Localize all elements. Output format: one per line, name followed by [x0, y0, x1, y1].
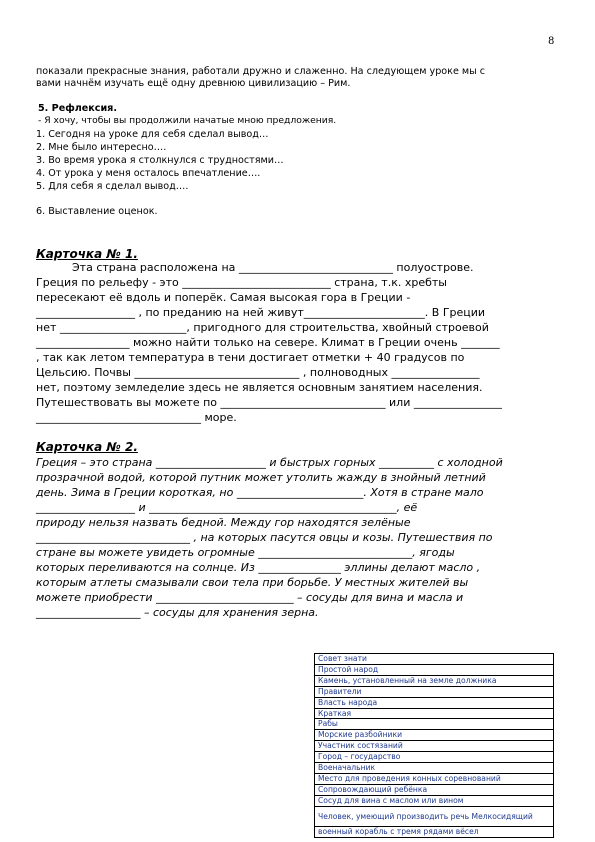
- term-cell: Человек, умеющий производить речь Мелкосидящий: [315, 806, 554, 827]
- card2-line: ___________________ – сосуды для хранения зерна.: [36, 606, 319, 619]
- table-row: [315, 654, 554, 665]
- term-cell: Морские разбойники: [315, 730, 554, 741]
- card2-line: стране вы можете увидеть огромные ____________________________, ягоды: [36, 546, 455, 559]
- card1-title: Карточка № 1.: [36, 247, 138, 261]
- card2-line: ____________________________ , на которых пасутся овцы и козы. Путешествия по: [36, 531, 493, 544]
- table-row: [315, 686, 554, 697]
- reflection-heading: 5. Рефлексия.: [38, 103, 117, 114]
- term-cell: Краткая: [315, 708, 554, 719]
- card1-line: нет _______________________, пригодного для строительства, хвойный строевой: [36, 321, 489, 334]
- card1-line: __________________ , по преданию на ней живут______________________. В Греции: [36, 306, 486, 319]
- card1-line: пересекают её вдоль и поперёк. Самая высокая гора в Греции -: [36, 291, 411, 304]
- term-cell: Город – государство: [315, 752, 554, 763]
- page-number: 8: [548, 36, 555, 47]
- term-cell: военный корабль с тремя рядами вёсел: [315, 827, 554, 838]
- table-row: [315, 719, 554, 730]
- table-row: [315, 708, 554, 719]
- card2-line: можете приобрести _________________________ – сосуды для вина и масла и: [36, 591, 464, 604]
- table-row: [315, 752, 554, 763]
- reflection-item: 5. Для себя я сделал вывод….: [36, 181, 189, 192]
- table-row: [315, 827, 554, 838]
- table-row: [315, 664, 554, 675]
- intro-line-2: вами начнём изучать ещё одну древнюю цивилизацию – Рим.: [36, 78, 351, 89]
- table-row: [315, 763, 554, 774]
- card2-line: которых переливаются на солнце. Из _______________ эллины делают масло ,: [36, 561, 481, 574]
- card1-text: [36, 260, 502, 425]
- card2-line: __________________ и _____________________________________________, её: [36, 501, 418, 514]
- card2-text: [36, 455, 503, 620]
- card2-line: которым атлеты смазывали свои тела при борьбе. У местных жителей вы: [36, 576, 469, 589]
- card1-line: Греция по рельефу - это ___________________________ страна, т.к. хребты: [36, 276, 447, 289]
- card2-line: день. Зима в Греции короткая, но _______________________. Хотя в стране мало: [36, 486, 484, 499]
- card2-title: Карточка № 2.: [36, 440, 138, 454]
- reflection-item: 3. Во время урока я столкнулся с трудностями…: [36, 155, 284, 166]
- term-cell: Камень, установленный на земле должника: [315, 675, 554, 686]
- term-cell: Простой народ: [315, 664, 554, 675]
- card1-line: ______________________________ море.: [36, 411, 237, 424]
- term-cell: Участник состязаний: [315, 741, 554, 752]
- card1-line: Путешествовать вы можете по ______________________________ или ________________: [36, 396, 502, 409]
- card1-line: нет, поэтому земледелие здесь не является основным занятием населения.: [36, 381, 483, 394]
- grades-heading: 6. Выставление оценок.: [36, 206, 158, 217]
- table-row: [315, 741, 554, 752]
- reflection-list: [36, 128, 284, 193]
- table-row: [315, 730, 554, 741]
- reflection-item: 1. Сегодня на уроке для себя сделал вывод…: [36, 129, 269, 140]
- term-cell: Место для проведения конных соревнований: [315, 773, 554, 784]
- table-row: [315, 806, 554, 827]
- term-cell: Правители: [315, 686, 554, 697]
- table-row: [315, 773, 554, 784]
- table-row: [315, 697, 554, 708]
- reflection-intro: - Я хочу, чтобы вы продолжили начатые мною предложения.: [38, 115, 337, 126]
- term-cell: Сопровождающий ребёнка: [315, 784, 554, 795]
- term-cell: Совет знати: [315, 654, 554, 665]
- card2-line: природу нельзя назвать бедной. Между гор находятся зелёные: [36, 516, 411, 529]
- card2-line: Греция – это страна ____________________ и быстрых горных __________ с холодной: [36, 456, 503, 469]
- term-cell: Власть народа: [315, 697, 554, 708]
- reflection-item: 2. Мне было интересно….: [36, 142, 167, 153]
- term-cell: Сосуд для вина с маслом или вином: [315, 795, 554, 806]
- card1-line: , так как летом температура в тени достигает отметки + 40 градусов по: [36, 351, 465, 364]
- term-cell: Рабы: [315, 719, 554, 730]
- table-row: [315, 675, 554, 686]
- term-cell: Военачальник: [315, 763, 554, 774]
- terms-table: [314, 653, 554, 838]
- card1-line: Эта страна расположена на ____________________________ полуострове.: [72, 261, 474, 274]
- table-row: [315, 795, 554, 806]
- card2-line: прозрачной водой, которой путник может утолить жажду в знойный летний: [36, 471, 486, 484]
- card1-line: Цельсию. Почвы ______________________________ , полноводных ________________: [36, 366, 480, 379]
- card1-line: _________________ можно найти только на севере. Климат в Греции очень _______: [36, 336, 500, 349]
- table-row: [315, 784, 554, 795]
- reflection-item: 4. От урока у меня осталось впечатление….: [36, 168, 261, 179]
- intro-line-1: показали прекрасные знания, работали дружно и слаженно. На следующем уроке мы с: [36, 66, 486, 77]
